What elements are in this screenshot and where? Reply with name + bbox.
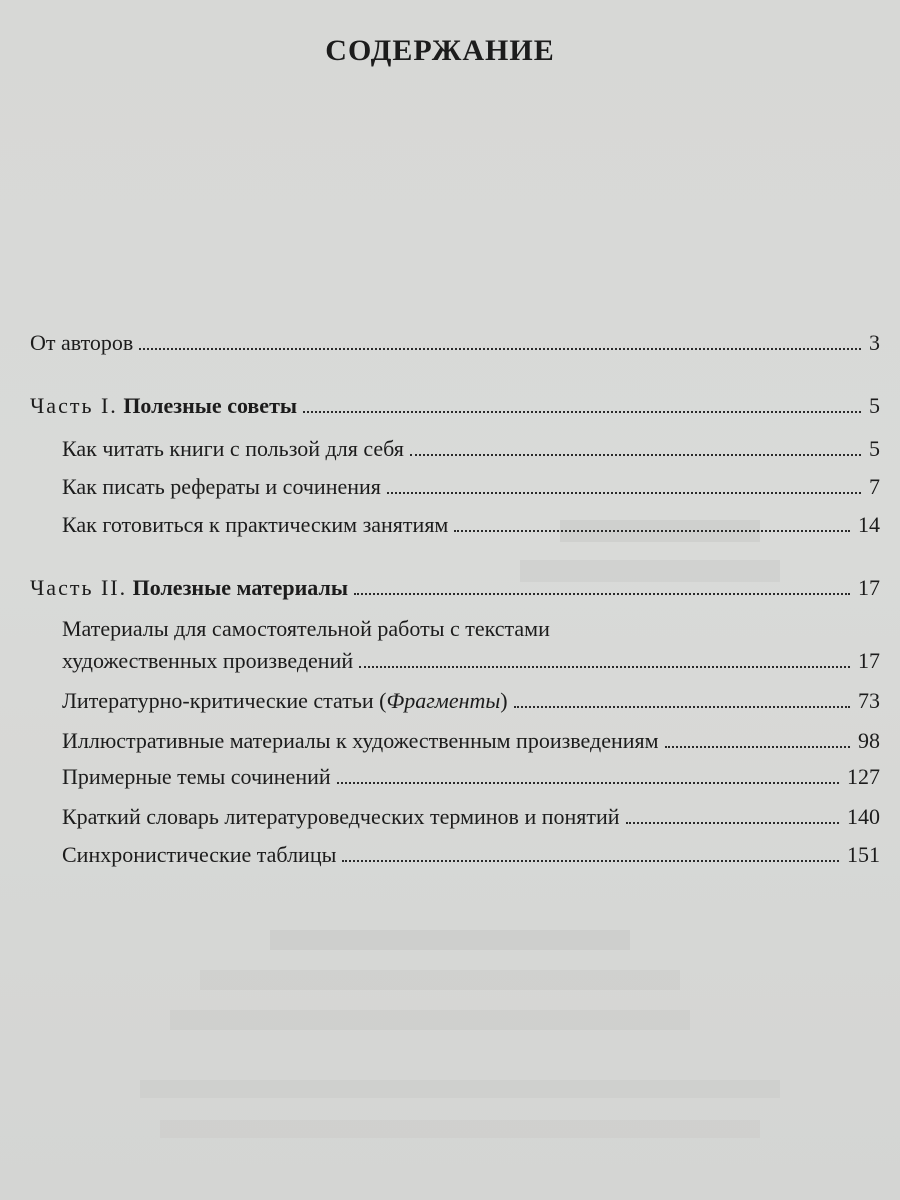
- dot-leader: [342, 859, 839, 862]
- toc-part-heading: [30, 575, 348, 601]
- dot-leader: [387, 491, 861, 494]
- dot-leader: [354, 592, 850, 595]
- dot-leader: [514, 705, 850, 708]
- toc-entry-label: От авторов: [30, 330, 134, 355]
- part-name: Полезные советы: [123, 393, 298, 418]
- label-italic: Фрагменты: [386, 688, 501, 713]
- dot-leader: [303, 410, 861, 413]
- toc-entry-label: Синхронистические таблицы: [62, 842, 337, 867]
- dot-leader: [410, 453, 861, 456]
- toc-entry-part-2[interactable]: [30, 575, 880, 601]
- toc-entry[interactable]: [62, 688, 880, 714]
- toc-page-number: 127: [847, 764, 880, 789]
- dot-leader: [337, 781, 839, 784]
- toc-entry[interactable]: [62, 804, 880, 830]
- toc-page-number: 14: [858, 512, 880, 537]
- toc-page-number: 98: [858, 728, 880, 753]
- toc-entry[interactable]: [62, 648, 880, 674]
- toc-entry-label: Краткий словарь литературоведческих терминов и понятий: [62, 804, 620, 829]
- label-text: Литературно-критические статьи (: [62, 688, 387, 713]
- toc-page-number: 7: [869, 474, 880, 499]
- part-name: Полезные материалы: [132, 575, 348, 600]
- toc-entry-label: художественных произведений: [62, 648, 354, 673]
- toc-entry[interactable]: [62, 842, 880, 868]
- toc-entry[interactable]: [62, 436, 880, 462]
- toc-entry-label: Как писать рефераты и сочинения: [62, 474, 381, 499]
- toc-entry-part-1[interactable]: [30, 393, 880, 419]
- toc-page-number: 5: [869, 436, 880, 461]
- toc-entry[interactable]: [62, 474, 880, 500]
- dot-leader: [626, 821, 839, 824]
- toc-entry[interactable]: [62, 764, 880, 790]
- toc-entry-preface[interactable]: [30, 330, 880, 356]
- toc-entry-label: Примерные темы сочинений: [62, 764, 331, 789]
- page-title: СОДЕРЖАНИЕ: [325, 34, 555, 67]
- dot-leader: [139, 347, 861, 350]
- toc-entry-label: Как читать книги с пользой для себя: [62, 436, 404, 461]
- toc-page-number: 73: [858, 688, 880, 713]
- part-prefix: Часть I.: [30, 393, 118, 418]
- toc-entry-label: Иллюстративные материалы к художественным произведениям: [62, 728, 659, 753]
- toc-page-number: 140: [847, 804, 880, 829]
- toc-page-number: 151: [847, 842, 880, 867]
- toc-entry-label: Как готовиться к практическим занятиям: [62, 512, 449, 537]
- toc-page-number: 3: [869, 330, 880, 355]
- toc-part-heading: [30, 393, 297, 419]
- toc-entry-label-line-1: Материалы для самостоятельной работы с текстами: [62, 616, 550, 641]
- label-close: ): [500, 688, 508, 713]
- dot-leader: [359, 665, 850, 668]
- toc-page-number: 17: [858, 575, 880, 600]
- toc-entry[interactable]: [62, 728, 880, 754]
- toc-page-number: 5: [869, 393, 880, 418]
- dot-leader: [454, 529, 850, 532]
- toc-entry[interactable]: [62, 512, 880, 538]
- toc-page-number: 17: [858, 648, 880, 673]
- toc-entry-label: [62, 688, 508, 714]
- dot-leader: [665, 745, 850, 748]
- part-prefix: Часть II.: [30, 575, 128, 600]
